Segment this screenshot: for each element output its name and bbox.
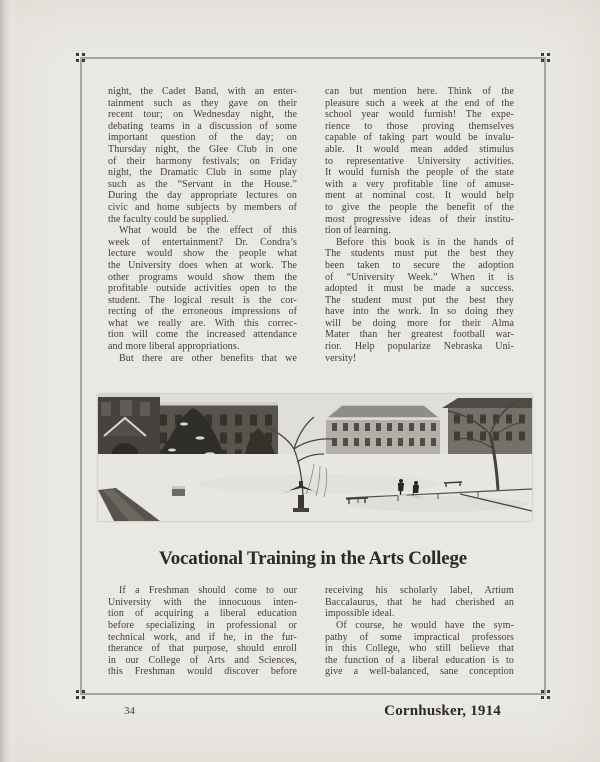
text-line: what we really are. With this correc- [108,317,297,329]
text-line: Of course, he would have the sym- [336,620,514,632]
text-line: can but mention here. Think of the [325,86,514,97]
text-column [325,585,514,678]
text-line: week of entertainment? Dr. Condra’s [108,236,297,248]
text-line: rience to those proving themselves [325,120,514,132]
campus-photo-illustration [98,394,532,521]
text-line: The student must put the best they [325,294,514,306]
campus-photo [98,394,532,521]
text-line: If a Freshman should come to our [119,585,297,597]
text-line: technical work, and if he, in the fur- [108,631,297,643]
text-line: But there are other benefits that we [119,352,297,364]
text-column [108,585,297,678]
text-line: tion will come the increased attendance [108,329,297,341]
text-line: The students must put the best they [325,248,514,260]
text-line: civic and home subjects by members of [108,201,297,213]
text-line: night, the Dramatic Club in some play [108,167,297,179]
text-line: student. The logical result is the cor- [108,294,297,306]
corner-ornament-icon [76,53,85,62]
text-line: Before this book is in the hands of [336,236,514,248]
text-line: to give the people the benefit of the [325,201,514,213]
corner-ornament-icon [541,53,550,62]
section-title: Vocational Training in the Arts College [158,548,467,570]
text-line: recting of the erroneous impressions of [108,306,297,318]
text-line: will be doing more for their Alma [325,317,514,329]
text-line: important question of the day; on [108,132,297,144]
text-line: Thursday night, the Glee Club in one [108,143,297,155]
text-line: have into the work. In so doing they [325,306,514,318]
text-line: tainment such as they gave on their [108,97,297,109]
text-line: the faculty could be supplied. [108,213,230,225]
text-line: tion of learning. [325,225,391,237]
text-column [325,86,514,364]
text-line: the University does when at work. The [108,259,297,271]
text-line: receiving his scholarly label, Artium [325,585,514,597]
article-columns-top [82,59,544,364]
text-line: this Freshman would discover before [108,666,297,678]
text-line: other programs would show them the [108,271,297,283]
text-line: versity! [325,352,357,364]
text-line: It would furnish the people of the state [325,167,514,179]
text-line: of their harmony festivals; on Friday [108,155,297,167]
text-line: with a very profitable line of amuse- [325,178,514,190]
text-line: and more liberal appropriations. [108,341,240,353]
article-columns-bottom [82,571,544,678]
text-line: school year would furnish! The expe- [325,109,514,121]
text-line: lecture would show the people what [108,248,297,260]
text-line: adopted it must be made a success. [325,283,514,295]
text-line: able. It would mean added stimulus [325,143,514,155]
text-column [108,86,297,364]
text-line: most progressive ideas of their institu- [325,213,514,225]
page-gutter-shadow [0,0,20,762]
text-line: Mater than her greatest football war- [325,329,514,341]
text-line: of “University Week.” When it is [325,271,514,283]
text-line: tion of acquiring a liberal education [108,608,297,620]
corner-ornament-icon [541,690,550,699]
decorative-border [80,57,546,695]
text-line: capable of taking part would be invalu- [325,132,514,144]
text-line: debating teams in a discussion of some [108,120,297,132]
text-line: night, the Cadet Band, with an enter- [108,86,297,97]
text-line: pathy of some impractical professors [325,631,514,643]
page-number: 34 [124,705,135,717]
corner-ornament-icon [76,690,85,699]
footer-brand: Cornhusker, 1914 [384,703,501,719]
text-line: therance of that purpose, should enroll [108,643,297,655]
text-line: in this College, who still believe that [325,643,514,655]
text-line: recent tour; on Wednesday night, the [108,109,297,121]
text-line: such as the “Servant in the House.” [108,178,297,190]
text-line: During the day appropriate lectures on [108,190,297,202]
text-line: in our College of Arts and Sciences, [108,654,297,666]
text-line: ment at nominal cost. It would help [325,190,514,202]
text-line: to representative University activities. [325,155,514,167]
text-line: the function of a liberal education is to [325,654,514,666]
text-line: rior. Help popularize Nebraska Uni- [325,341,514,353]
text-line: give a well-balanced, sane conception [325,666,514,678]
text-line: profitable outside activities open to the [108,283,297,295]
text-line: Baccalaurus, that he had cherished an [325,596,514,608]
text-line: University with the innocuous inten- [108,596,297,608]
text-line: been taken to secure the adoption [325,259,514,271]
text-line: before specializing in professional or [108,620,297,632]
text-line: What would be the effect of this [119,225,297,237]
text-line: pleasure such a week at the end of the [325,97,514,109]
text-line: impossible ideal. [325,608,395,620]
